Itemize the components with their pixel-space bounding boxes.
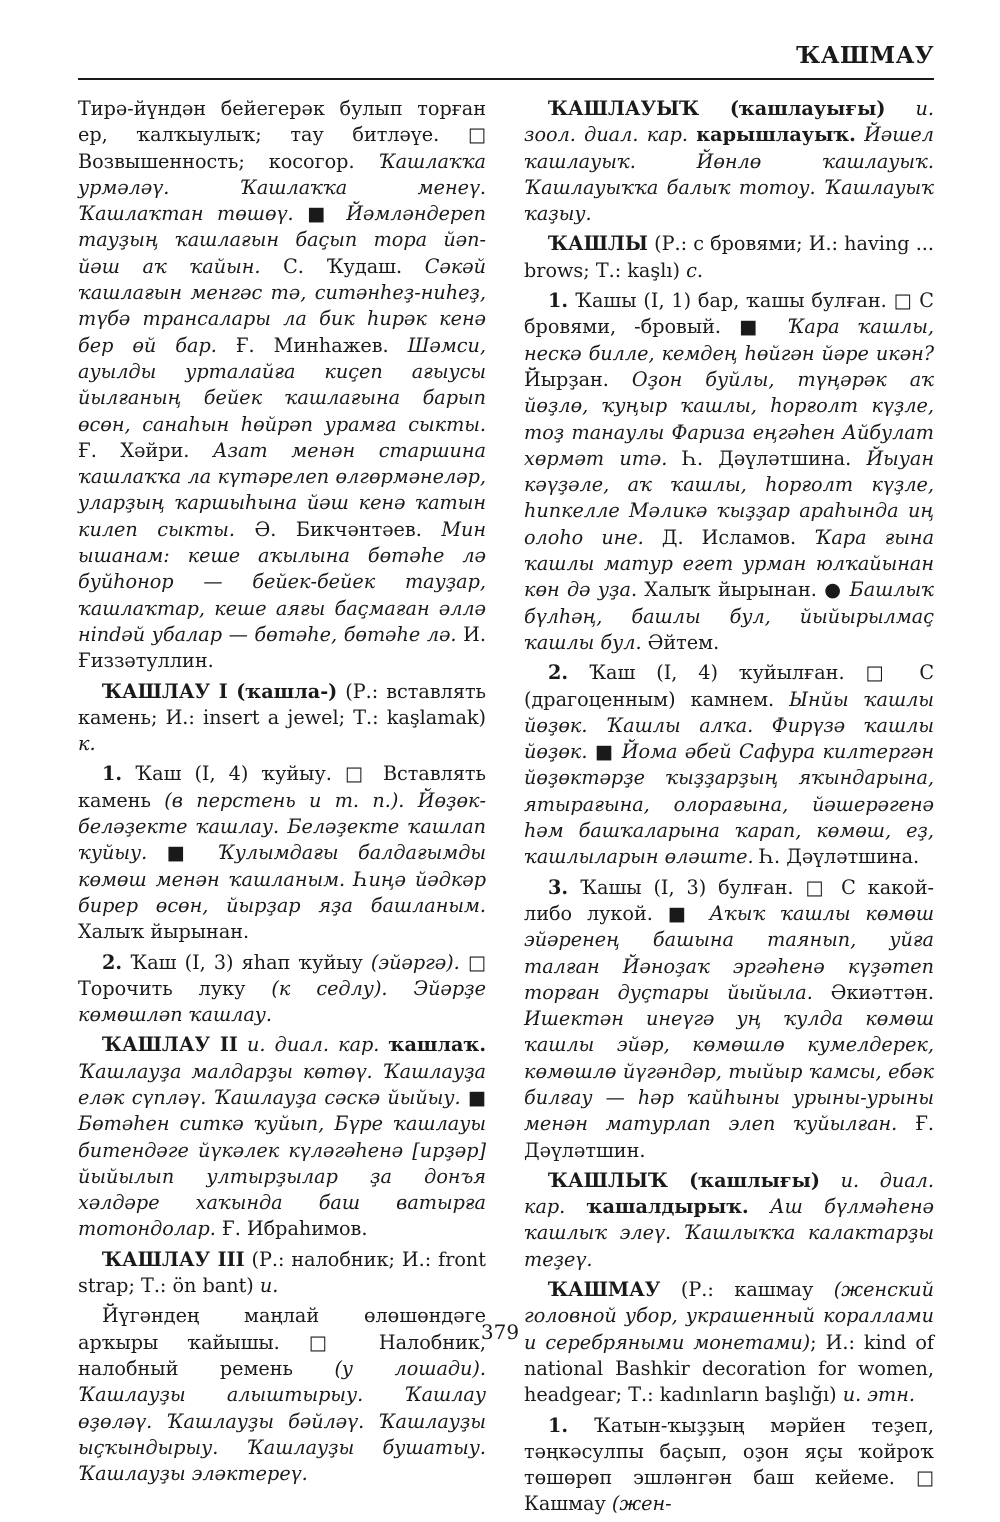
headword: 2. [548, 661, 569, 685]
italic-text: Оҙон буйлы, түңәрәк аҡ йөҙлө, ҡуңыр ҡашлы, һорғолт күҙле, тоҙ танаулы Фариза еңгәһен Айбулат хөрмәт итә. [524, 367, 934, 470]
body-text: (Р.: налобник; И.: front strap; Т.: ön bant) [78, 1247, 486, 1298]
entry-paragraph [78, 1032, 486, 1242]
italic-text: и. зоол. диал. кар. [524, 97, 935, 147]
italic-text: Бөтәһен ситкә ҡуйып, Бүре ҡашлауы битендәге йүкәлек күләгәһенә [ирҙәр] йыйылып ултырҙылар ҙа донъя хәлдәре хаҡында баш ватырға тотондолар. [78, 1112, 486, 1241]
body-text: ■ [460, 1085, 486, 1109]
body-text: ■ [147, 841, 218, 865]
entry-paragraph [78, 761, 486, 945]
italic-text: к. [78, 732, 96, 756]
body-text: ■ [587, 740, 622, 764]
headword: ҠАШЛАУ III [102, 1247, 245, 1271]
headword: ҡашалдырыҡ. [586, 1195, 749, 1219]
body-text: ■ [293, 202, 347, 226]
body-text: Ҡаш (I, 3) яһап ҡуйыу [122, 950, 371, 974]
entry-paragraph [78, 679, 486, 758]
right-column [524, 96, 934, 1522]
headword: 1. [102, 762, 123, 786]
body-text: Халыҡ йырынан. [78, 920, 250, 944]
body-text: Ғ. Хәйри. [78, 438, 213, 462]
entry-paragraph [524, 1168, 934, 1273]
body-text: И. Ғиззәтуллин. [78, 622, 486, 673]
body-text: Халыҡ йырынан. ● [637, 578, 850, 602]
body-text: Һ. Дәүләтшина. [667, 446, 867, 470]
body-text: □ Торочить луку [78, 950, 487, 1000]
headword: ҠАШЛАУ I (ҡашла-) [102, 679, 338, 703]
body-text: Ҡатын-ҡыҙҙың мәрйен теҙеп, тәңкәсулпы баҫып, оҙон яҫы ҡойроҡ төшөрөп эшләнгән баш кейеме. □ Кашмау [524, 1413, 934, 1516]
italic-text: Башлыҡ бүлһәң, башлы бул, йыйырылмаҫ ҡашлы бул. [524, 578, 934, 654]
entry-paragraph [524, 1413, 934, 1518]
body-text: Ғ. Минһажев. [216, 333, 408, 357]
italic-text: Мин ышанам: кеше аҡылына бөтәһе лә буйһонор — бейек-бейек тауҙар, ҡашлаҡтар, кеше аяғы баҫмаған әллә нindәй убалар — бөтәһе, бөтәһе лә. [78, 517, 486, 646]
body-text: Йүгәндең маңлай өлөшөндәге арҡыры ҡайышы. □ Налобник, налобный ремень [78, 1304, 486, 1380]
headword: ҠАШЛАУ II [102, 1033, 238, 1057]
italic-text: Сәкәй ҡашлағын менгәс тә, ситәнһеҙ-ниһеҙ, түбә трансалары ла бик һирәк кенә бер өй бар. [78, 254, 486, 357]
body-text: Ғ. Дәүләтшин. [524, 1112, 935, 1162]
headword: 1. [548, 289, 569, 313]
headword: 2. [102, 950, 123, 974]
italic-text: Йома әбей Сафура килтергән йөҙөктәрҙе ҡыҙҙарҙың яҡындарына, ятырағына, олорағына, йәшерәгенә һәм башҡаларына ҡарап, көмөш, еҙ, ҡашлыларын өләште. [524, 740, 934, 869]
italic-text: Йәмләндерeп тауҙың ҡашлағын баҫып тора йәп-йәш аҡ ҡайын. [78, 202, 486, 278]
left-column [78, 96, 486, 1491]
italic-text: Ҡашлауҙа малдарҙы көтөү. Ҡашлауҙа еләк сүпләү. Ҡашлауҙа сәскә йыйыу. [78, 1059, 486, 1109]
italic-text: Ҡулымдағы балдағымды көмөш менән ҡашланым. Һиңә йәдкәр бирер өсөн, йырҙар яҙа башланым. [78, 841, 487, 917]
italic-text: (женский головной убор, украшенный кораллами и серебряными монетами) [524, 1278, 934, 1354]
body-text: (Р.: с бровями; И.: having ... brows; Т.: kaşlı) [524, 232, 934, 282]
italic-text: (у лошади). Ҡашлауҙы алыштырыу. Ҡашлау өҙөләү. Ҡашлауҙы бәйләү. Ҡашлауҙы ыҫҡындырыу. Ҡашлауҙы бушатыу. Ҡашлауҙы эләктереү. [78, 1356, 486, 1486]
body-text: Йырҙан. [524, 367, 632, 391]
italic-text: Ҡара ҡашлы, нескә билле, кемдең һөйгән йәре икән? [524, 315, 934, 365]
italic-text: Аҡыҡ ҡашлы көмөш эйәренең башына таянып, уйға талған Йәноҙаҡ эргәһенә күҙәтеп торған дуҫтары йыйыла. [524, 901, 935, 1004]
italic-text: Ынйы ҡашлы йөҙөк. Ҡашлы алҡа. Фирүзә ҡашлы йөҙөк. [524, 687, 934, 764]
headword: ҠАШЛАУЫҠ (ҡашлауығы) [548, 97, 886, 120]
body-text: Ә. Бикчәнтәев. [235, 517, 442, 541]
running-head: ҠАШМАУ [796, 42, 934, 69]
entry-paragraph [78, 950, 486, 1029]
headword: ҠАШЛЫ [548, 232, 648, 256]
italic-text: (в перстень и т. п.). Йөҙөк-беләҙекте ҡашлау. Беләҙекте ҡашлап ҡуйыу. [78, 788, 486, 865]
italic-text: и. диал. кар. [237, 1033, 389, 1057]
italic-text: Шәмси, ауылды урталайға киҫеп ағыусы йылғаның бейек ҡашлағына барып өсөн, санаһын һөйрәп урамға сыкты. [78, 333, 486, 436]
body-text: Ҡашы (I, 3) булған. □ С какой-либо лукой. ■ [524, 875, 934, 925]
italic-text: Аш бүлмәһенә ҡашлыҡ элеү. Ҡашлыҡҡа калактарҙы теҙеү. [524, 1195, 934, 1271]
body-text: Әкиәттән. [812, 980, 934, 1004]
headword: ҡашлаҡ. [388, 1033, 486, 1057]
entry-paragraph [524, 231, 934, 284]
body-text: Әйтем. [641, 630, 720, 654]
italic-text: Ҡара ғына ҡашлы матур егет урман юлҡайынан көн дә уҙа. [524, 525, 935, 602]
entry-paragraph [78, 96, 486, 675]
italic-text: Ишектән инеүгә уң ҡулда көмөш ҡашлы эйәр, көмөшлө кумелдерек, көмөшлө йүгәндәр, тыйыр ҡамсы, ебәк билғау — һәр ҡайһыны урыны-урыны менән матурлап элеп ҡуйылған. [524, 1007, 934, 1136]
headword: 1. [548, 1413, 569, 1437]
headword: 3. [548, 875, 569, 899]
body-text: Һ. Дәүләтшина. [753, 845, 920, 869]
italic-text: (эйәргә). [370, 950, 460, 974]
italic-text: и. диал. кар. [524, 1168, 934, 1219]
headword: карышлауыҡ. [696, 123, 856, 147]
italic-text: Азат менән старшина ҡашлаҡҡа ла күтәрелеп өлгөрмәнеләр, уларҙың ҡаршыһына йәш кенә ҡатын килеп сыкты. [78, 438, 486, 541]
body-text: Ғ. Ибраһимов. [215, 1217, 368, 1241]
italic-text: и. этн. [842, 1383, 915, 1407]
headword: ҠАШЛЫҠ (ҡашлығы) [548, 1168, 820, 1192]
entry-paragraph [524, 96, 934, 227]
italic-text: (к седлу). Эйәрҙе көмөшләп ҡашлау. [78, 976, 486, 1027]
page-number: 379 [480, 1320, 520, 1344]
entry-paragraph [524, 288, 934, 656]
page-header [78, 40, 934, 80]
entry-paragraph [78, 1247, 486, 1300]
body-text: С. Ҡудаш. [260, 254, 425, 278]
body-text: Ҡаш (I, 4) ҡуйылған. □ С (драгоценным) камнем. [524, 661, 934, 711]
body-text: Ҡаш (I, 4) ҡуйыу. □ Вставлять камень [78, 762, 486, 812]
italic-text: (жен- [611, 1492, 672, 1516]
italic-text: и. [259, 1274, 279, 1298]
headword: ҠАШМАУ [548, 1278, 661, 1302]
entry-paragraph [524, 875, 934, 1164]
body-text: ; И.: kind of national Bashkir decoration for women, headgear; Т.: kadınların başlığı) [524, 1330, 934, 1407]
body-text: Тирә-йүндән бейегерәк булып торған ер, ҡалҡыулыҡ; тау битләүе. □ Возвышенность; косогор. [78, 97, 486, 173]
body-text: (Р.: вставлять камень; И.: insert a jewel; Т.: kaşlamak) [78, 679, 487, 729]
italic-text: с. [686, 258, 703, 282]
body-text: Д. Исламов. [643, 525, 815, 549]
italic-text: Йыуан кәүҙәле, аҡ ҡашлы, һорғолт күҙле, һипкелле Мәликә ҡыҙҙар араһында иң олоһо ине. [524, 446, 934, 549]
italic-text: Йәшел ҡашлауыҡ. Йөнлө ҡашлауыҡ. Ҡашлауыҡҡа балыҡ тотоу. Ҡашлауыҡ ҡаҙыу. [524, 123, 934, 226]
italic-text: Ҡашлаҡҡа урмәләү. Ҡашлаҡҡа менеү. Ҡашлаҡтан төшөү. [78, 149, 486, 226]
body-text: (Р.: кашмау [660, 1278, 834, 1302]
entry-paragraph [524, 660, 934, 870]
body-text: Ҡашы (I, 1) бар, ҡашы булған. □ С бровями, -бровый. ■ [524, 289, 934, 339]
